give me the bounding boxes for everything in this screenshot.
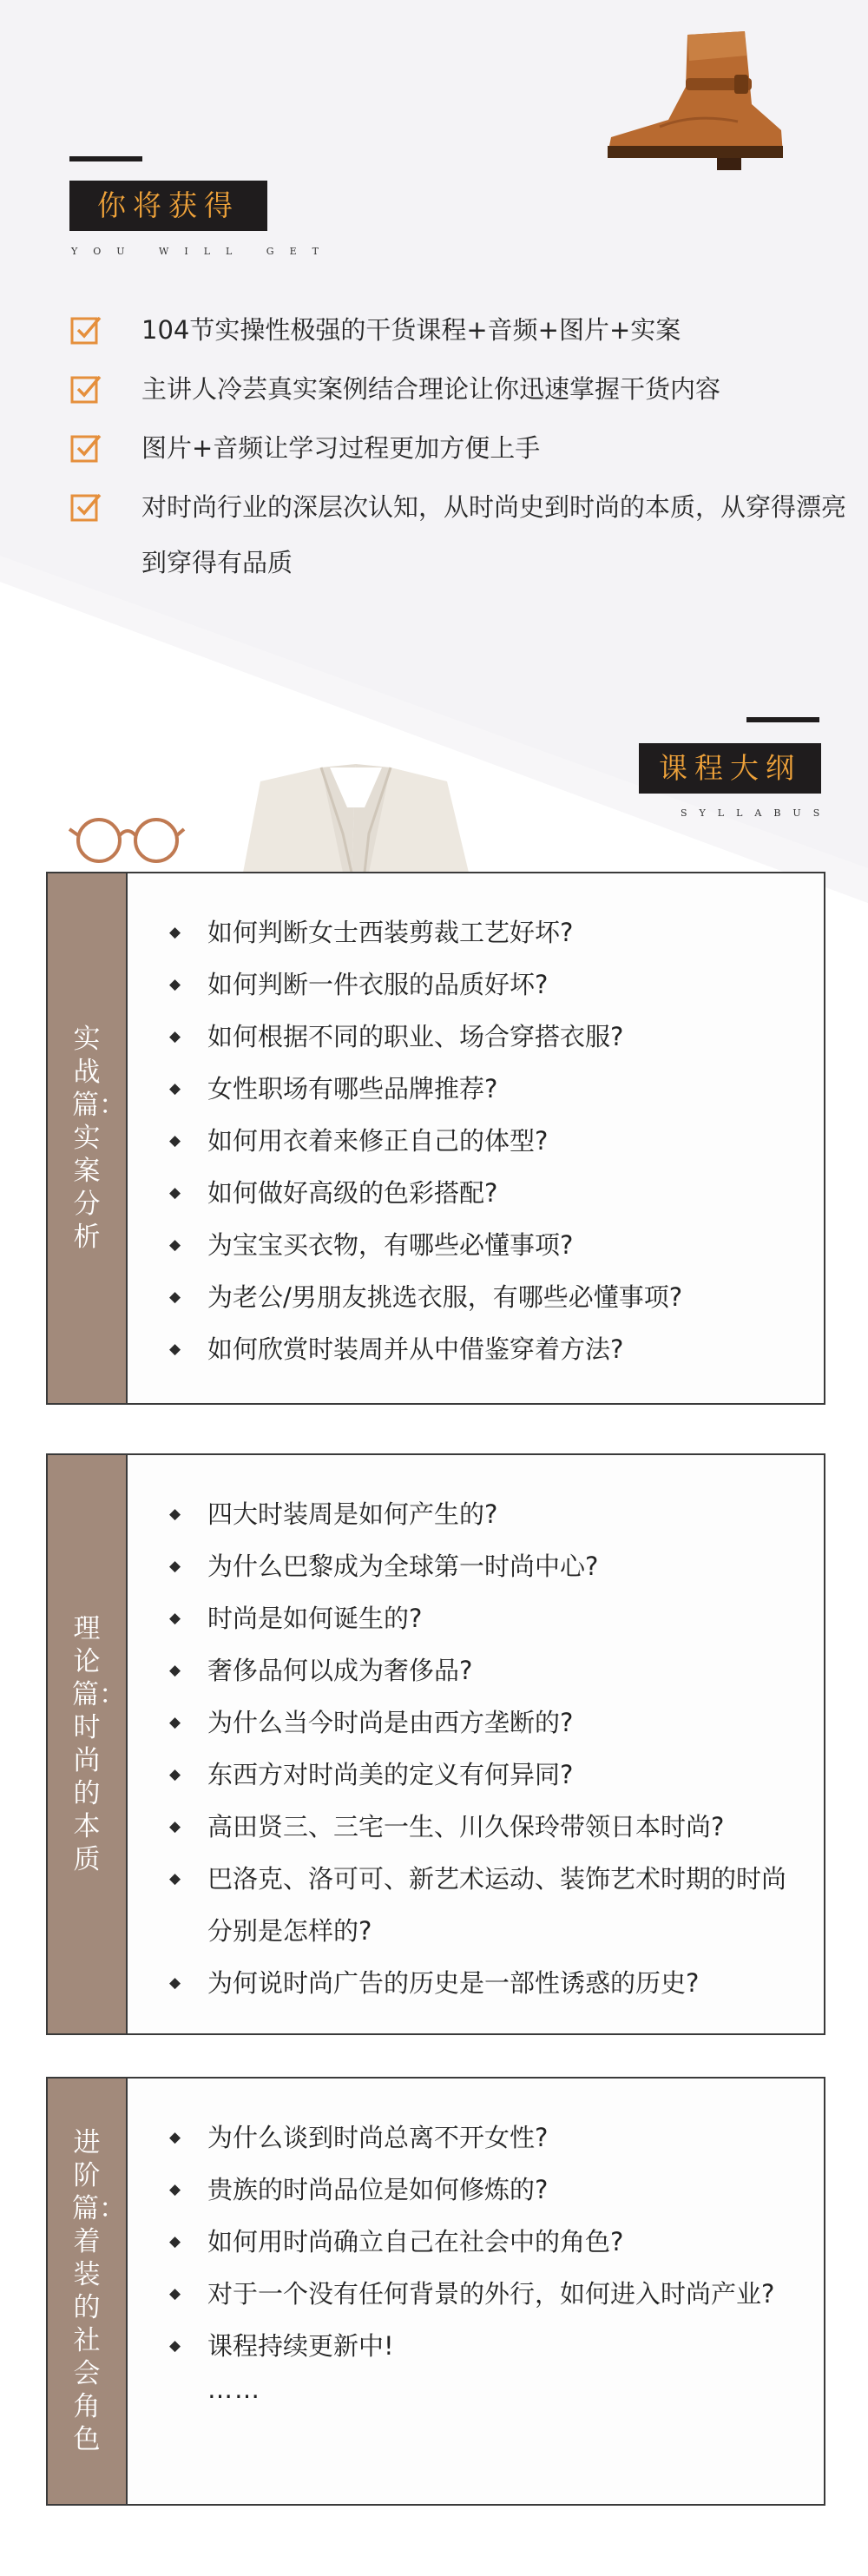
syllabus-section-advanced xyxy=(46,2077,825,2506)
list-item: ◆ 为什么当今时尚是由西方垄断的? xyxy=(169,1696,806,1749)
list-item: ◆ 巴洛克、洛可可、新艺术运动、装饰艺术时期的时尚分别是怎样的? xyxy=(169,1853,806,1957)
benefit-text: 对时尚行业的深层次认知，从时尚史到时尚的本质，从穿得漂亮到穿得有品质 xyxy=(141,492,847,577)
benefit-text: 104节实操性极强的干货课程+音频+图片+实案 xyxy=(141,315,681,345)
syllabus-title: 课程大纲 xyxy=(659,751,801,785)
checkbox-checked-icon xyxy=(69,432,102,465)
list-item: ◆ 课程持续更新中! xyxy=(169,2320,806,2372)
benefit-text: 主讲人冷芸真实案例结合理论让你迅速掌握干货内容 xyxy=(141,374,721,404)
title-accent-bar xyxy=(69,156,142,161)
list-item: ◆ 为什么谈到时尚总离不开女性? xyxy=(169,2112,806,2164)
list-item: ◆ 东西方对时尚美的定义有何异同? xyxy=(169,1749,806,1801)
list-item: ◆ 如何欣赏时装周并从中借鉴穿着方法? xyxy=(169,1323,806,1375)
list-item: ◆ 如何判断一件衣服的品质好坏? xyxy=(169,959,806,1011)
glasses-illustration xyxy=(69,820,184,861)
list-item: ◆ 如何根据不同的职业、场合穿搭衣服? xyxy=(169,1011,806,1063)
list-item: ◆ 为老公/男朋友挑选衣服，有哪些必懂事项? xyxy=(169,1271,806,1323)
section-label-panel xyxy=(48,873,128,1403)
syllabus-title-tag xyxy=(639,743,821,794)
list-item: ◆ 对于一个没有任何背景的外行，如何进入时尚产业? xyxy=(169,2268,806,2320)
jacket-illustration xyxy=(243,764,469,873)
section-title: 你将获得 xyxy=(97,188,240,222)
syllabus-section-theory xyxy=(46,1453,825,2035)
list-item: ◆ 为什么巴黎成为全球第一时尚中心? xyxy=(169,1540,806,1592)
list-item: ◆ 为何说时尚广告的历史是一部性诱惑的历史? xyxy=(169,1957,806,2009)
list-item: ◆ 女性职场有哪些品牌推荐? xyxy=(169,1063,806,1115)
checkbox-checked-icon xyxy=(69,491,102,524)
section-item-list xyxy=(169,1488,806,2009)
section-label-panel xyxy=(48,1455,128,2033)
syllabus-subtitle: SYLLABUS xyxy=(681,807,832,819)
section-label-panel xyxy=(48,2079,128,2504)
section-item-list xyxy=(169,2112,806,2407)
list-item: ◆ 如何用衣着来修正自己的体型? xyxy=(169,1115,806,1167)
list-item: ◆ 如何判断女士西装剪裁工艺好坏? xyxy=(169,906,806,959)
list-item: ◆ 四大时装周是如何产生的? xyxy=(169,1488,806,1540)
list-item: ◆ 为宝宝买衣物，有哪些必懂事项? xyxy=(169,1219,806,1271)
list-item: ◆ 如何做好高级的色彩搭配? xyxy=(169,1167,806,1219)
section-subtitle: YOU WILL GET xyxy=(71,246,334,257)
checkbox-checked-icon xyxy=(69,314,102,347)
section-label: 理论篇：时尚的本质 xyxy=(72,1613,126,1875)
list-item: ◆ 奢侈品何以成为奢侈品? xyxy=(169,1644,806,1696)
section-label: 实战篇：实案分析 xyxy=(72,1024,126,1253)
checkbox-checked-icon xyxy=(69,373,102,406)
section-title-tag xyxy=(69,181,267,231)
syllabus-section-practice xyxy=(46,872,825,1405)
list-item: ◆ 高田贤三、三宅一生、川久保玲带领日本时尚? xyxy=(169,1801,806,1853)
section-item-list xyxy=(169,906,806,1375)
list-item: ◆ 贵族的时尚品位是如何修炼的? xyxy=(169,2164,806,2216)
more-indicator: …… xyxy=(207,2375,261,2404)
list-item: ◆ 如何用时尚确立自己在社会中的角色? xyxy=(169,2216,806,2268)
title-accent-bar xyxy=(746,717,819,722)
list-item: ◆ 时尚是如何诞生的? xyxy=(169,1592,806,1644)
benefit-text: 图片+音频让学习过程更加方便上手 xyxy=(141,433,541,463)
section-label: 进阶篇：着装的社会角色 xyxy=(72,2127,126,2455)
